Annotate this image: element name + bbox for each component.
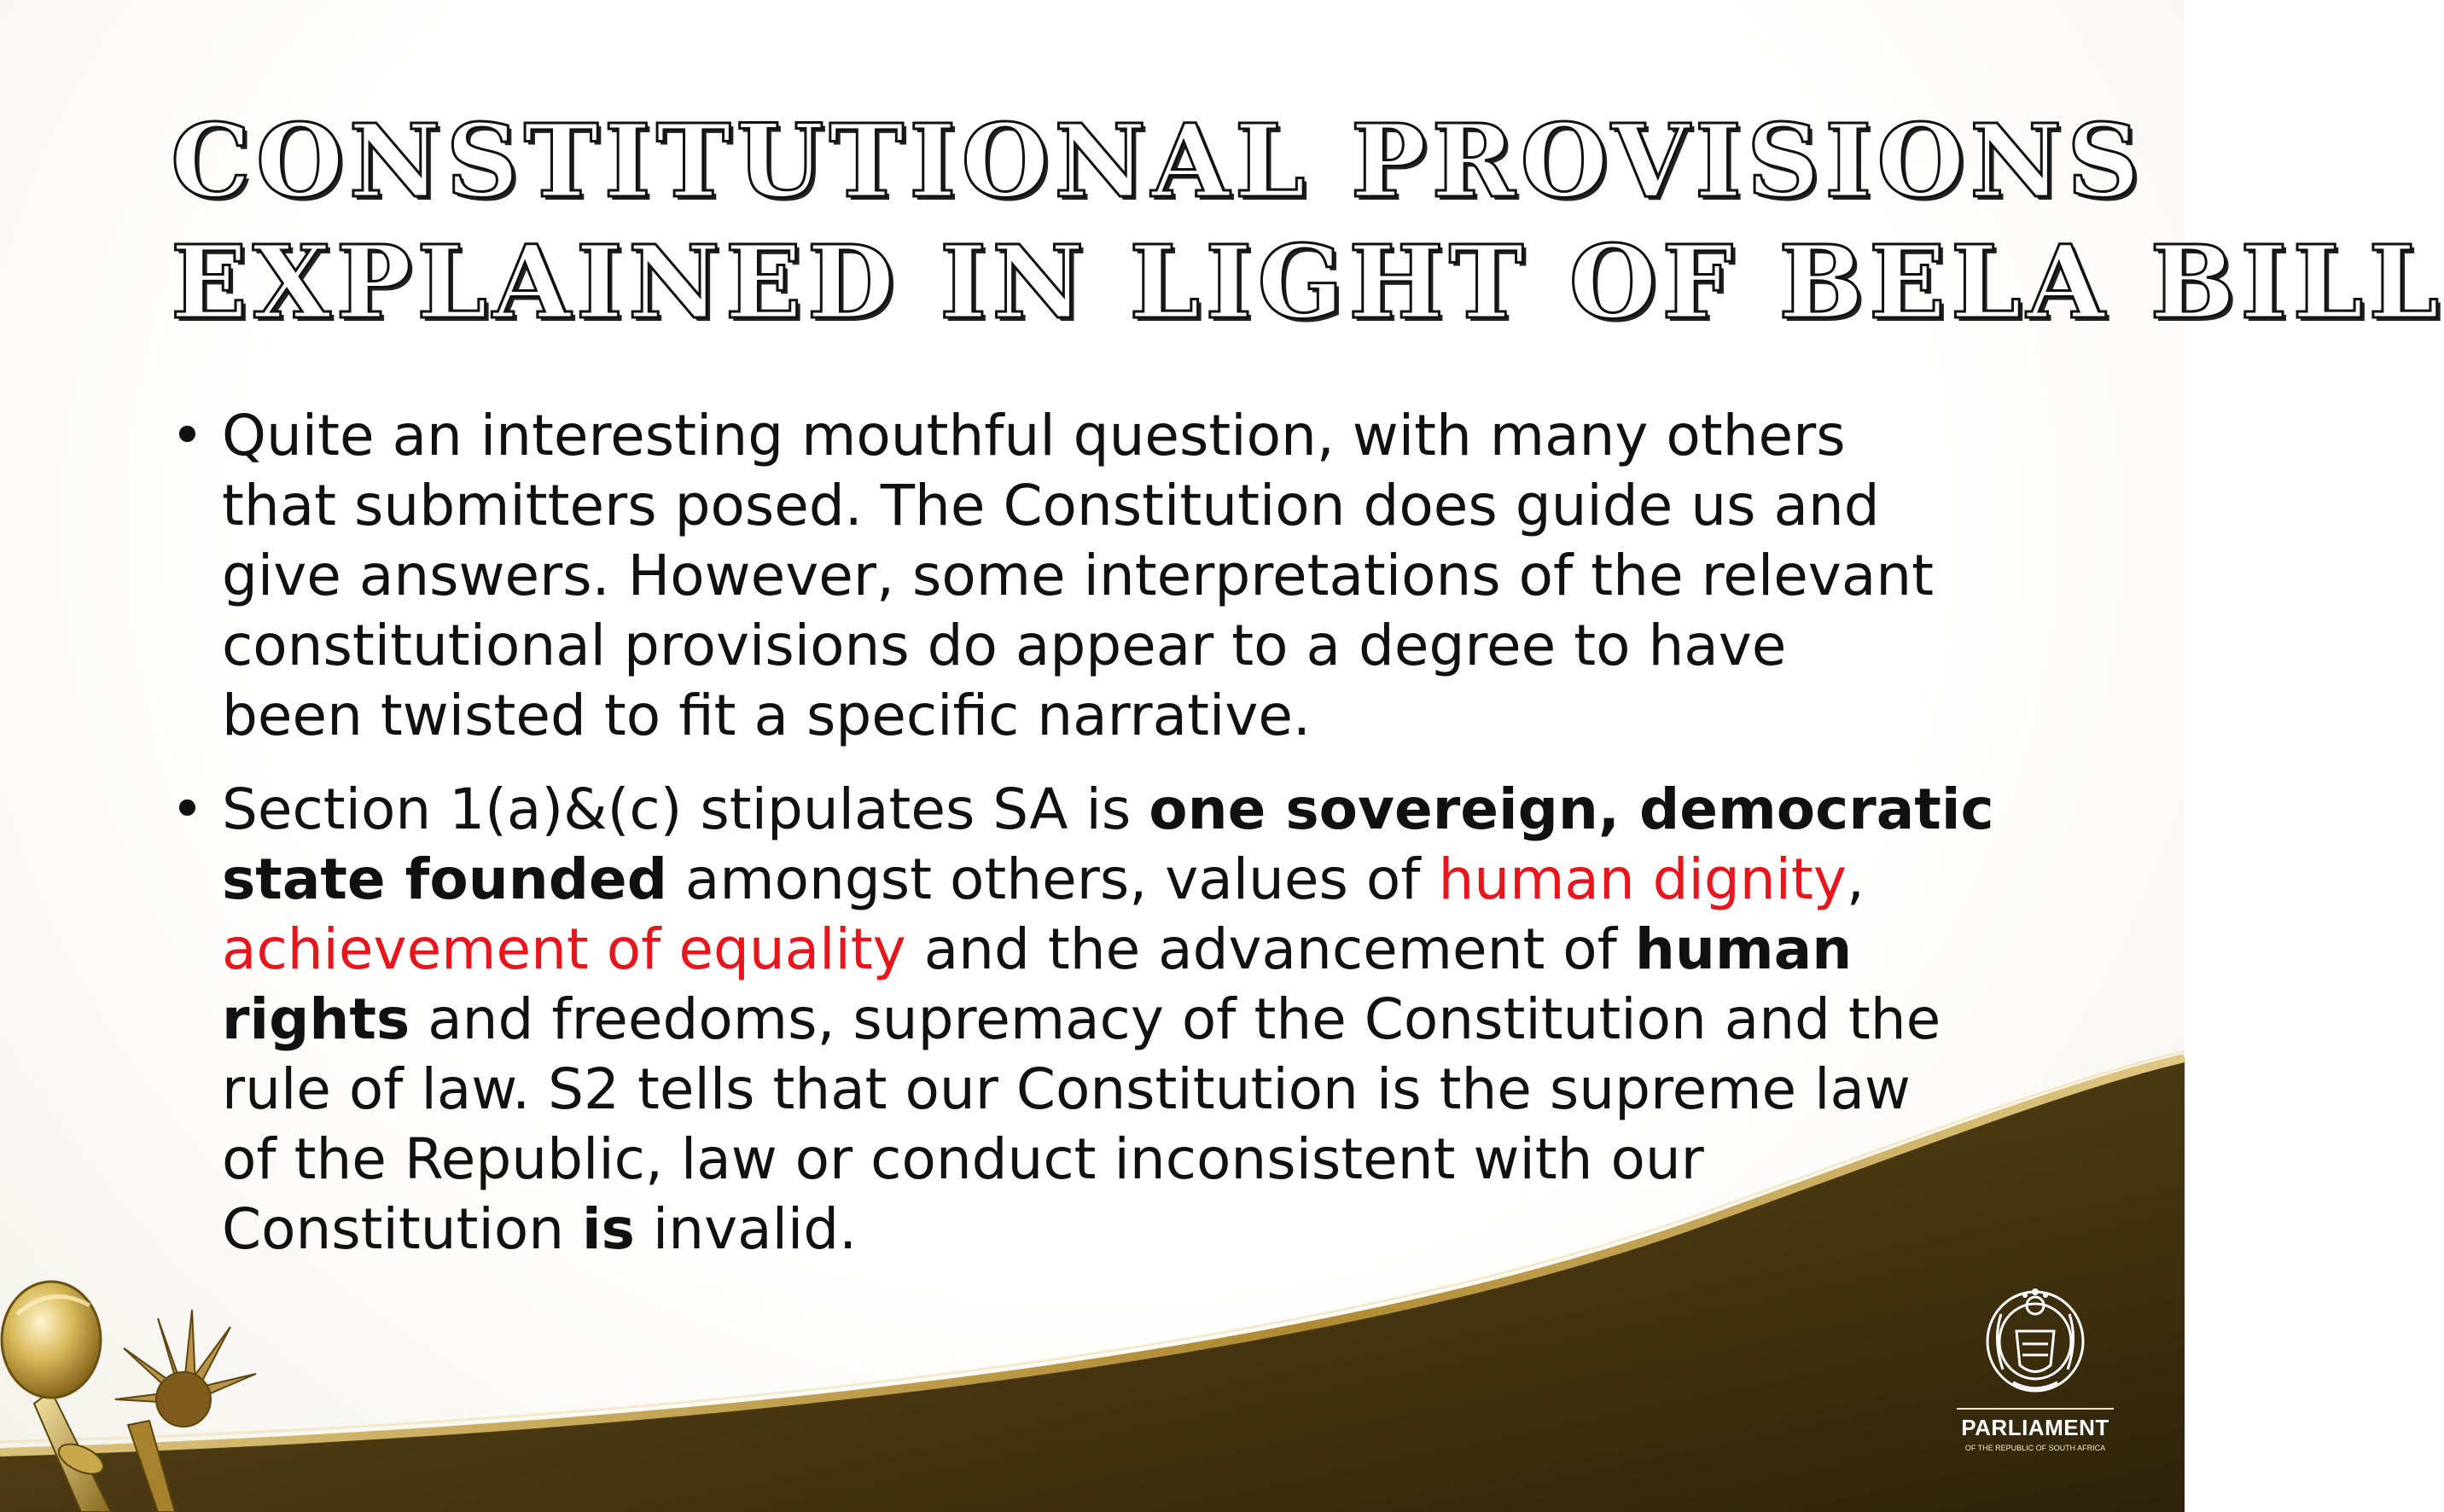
text-line — [222, 541, 2048, 611]
text-run: amongst others, values of — [666, 846, 1439, 912]
text-line — [222, 1055, 2048, 1125]
ceremonial-mace-icon — [0, 1254, 324, 1512]
text-line — [222, 915, 2048, 985]
bold-text: state founded — [222, 846, 667, 912]
bullet-dot: • — [171, 776, 204, 842]
text-run: and the advancement of — [905, 916, 1635, 982]
text-run: been twisted to fit a specific narrative. — [222, 683, 1311, 748]
text-line — [222, 775, 2048, 845]
bullet-dot: • — [171, 403, 204, 468]
bullet-item-2 — [171, 775, 2048, 1265]
text-run: Constitution — [222, 1196, 583, 1262]
text-run: of the Republic, law or conduct inconsistent with our — [222, 1126, 1704, 1192]
coat-of-arms-icon — [1976, 1280, 2095, 1399]
text-run: and freedoms, supremacy of the Constitution and the — [410, 986, 1941, 1052]
text-run: rule of law. S2 tells that our Constitution is the supreme law — [222, 1056, 1911, 1122]
highlighted-text: achievement of equality — [222, 916, 906, 982]
text-run: that submitters posed. The Constitution does guide us and — [222, 473, 1880, 538]
bullet-item-1 — [171, 401, 2048, 751]
text-run: Section 1(a)&(c) stipulates SA is — [222, 776, 1149, 842]
text-run: , — [1846, 846, 1865, 912]
text-run: give answers. However, some interpretations of the relevant — [222, 543, 1935, 608]
text-line — [222, 1125, 2048, 1195]
text-run: invalid. — [634, 1196, 858, 1262]
text-line — [222, 611, 2048, 681]
slide-title — [171, 101, 2444, 343]
text-line — [222, 845, 2048, 915]
bold-text: is — [582, 1196, 635, 1262]
highlighted-text: human dignity — [1438, 846, 1847, 912]
text-line — [222, 401, 2048, 471]
bold-text: one sovereign, democratic — [1149, 776, 1994, 842]
logo-name: PARLIAMENT — [1961, 1415, 2109, 1440]
bold-text: human — [1634, 916, 1853, 982]
bold-text: rights — [222, 986, 410, 1052]
logo-subtitle: OF THE REPUBLIC OF SOUTH AFRICA — [1964, 1444, 2106, 1452]
text-line — [222, 471, 2048, 541]
title-line-2: EXPLAINED IN LIGHT OF BELA BILL — [171, 223, 2444, 341]
text-run: constitutional provisions do appear to a degree to have — [222, 613, 1787, 678]
text-line — [222, 985, 2048, 1055]
parliament-logo — [1950, 1280, 2121, 1476]
bullet-list — [171, 401, 2048, 1288]
logo-divider — [1957, 1408, 2114, 1410]
text-line — [222, 1195, 2048, 1265]
text-line — [222, 681, 2048, 751]
title-line-1: CONSTITUTIONAL PROVISIONS — [171, 102, 2145, 220]
text-run: Quite an interesting mouthful question, with many others — [222, 403, 1846, 468]
